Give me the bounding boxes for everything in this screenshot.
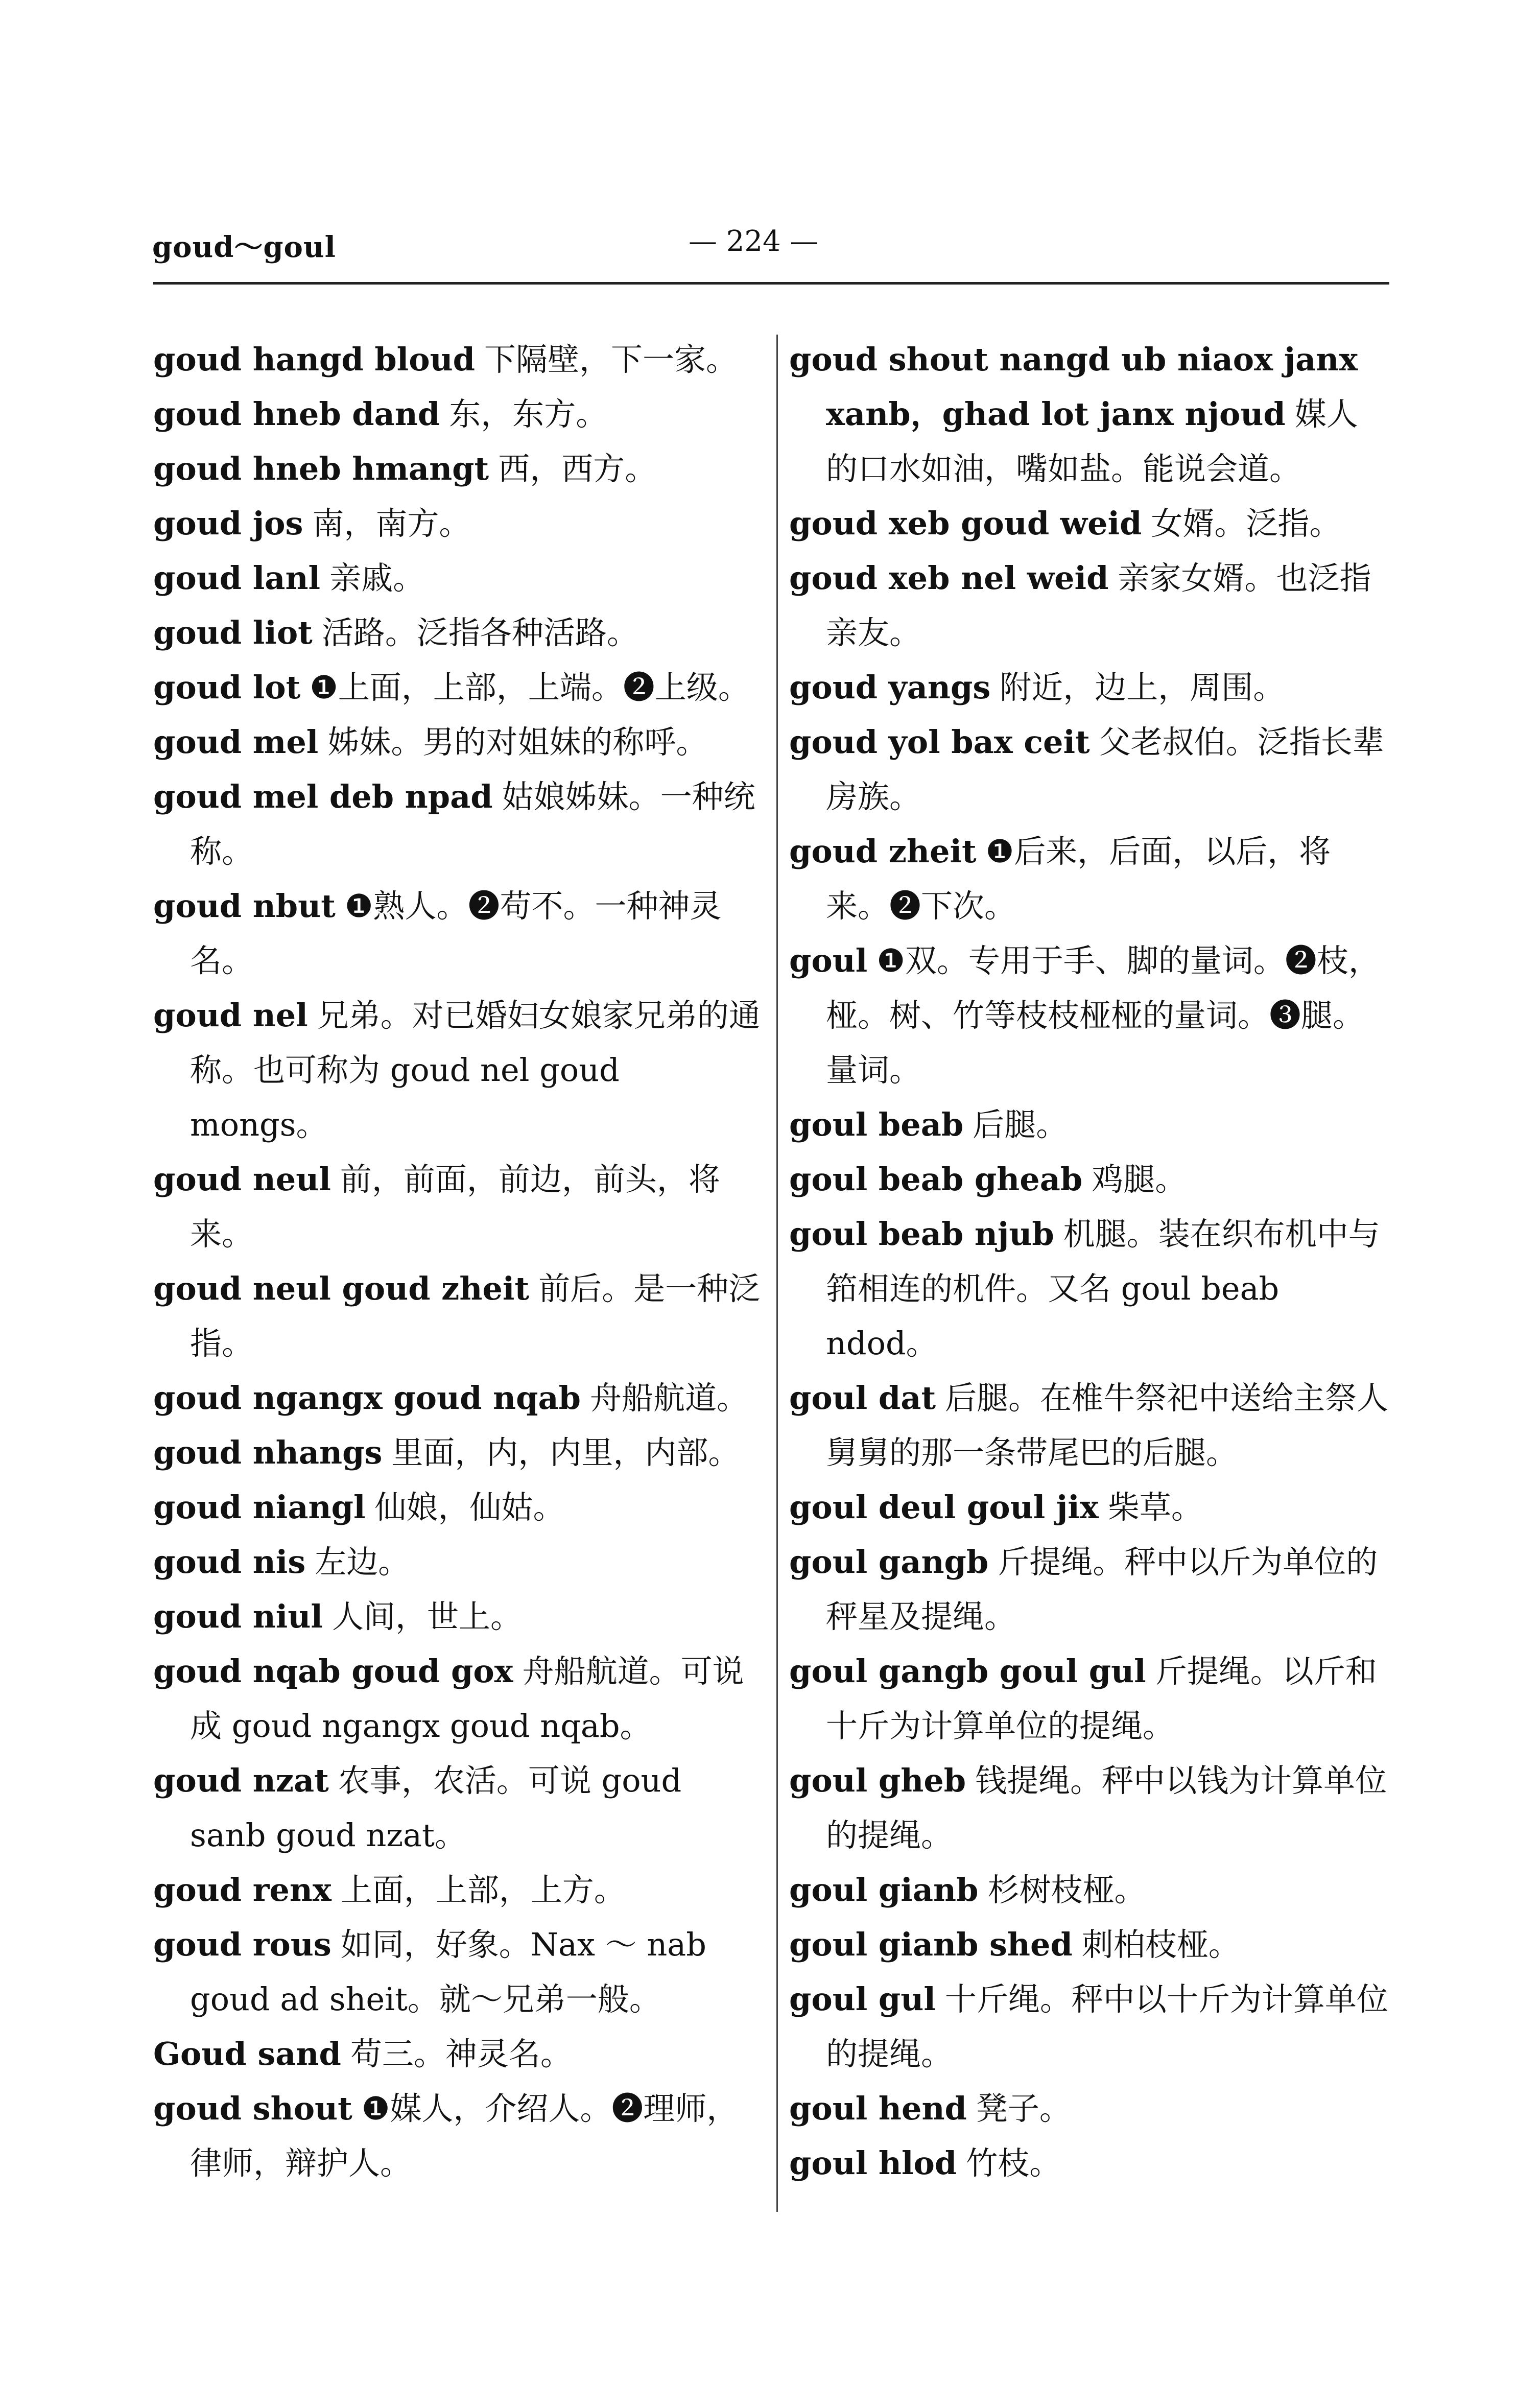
entry-headword: goul deul goul jix [789,1489,1099,1526]
dictionary-entry [789,1480,1389,1535]
entry-headword: goul gianb [789,1871,979,1908]
entry-definition: 附近，边上，周围。 [1000,669,1285,706]
dictionary-entry [789,1152,1389,1207]
entry-headword: goud xeb goud weid [789,505,1142,542]
entry-definition: 刺柏枝桠。 [1081,1926,1240,1963]
entry-definition: 舟船航道。可说成 goud ngangx goud nqab。 [190,1653,744,1744]
entry-definition: ❶熟人。❷苟不。一种神灵名。 [190,887,722,979]
entry-headword: goud rous [153,1926,331,1963]
dictionary-entry [789,715,1389,824]
entry-definition: 姊妹。男的对姐妹的称呼。 [327,723,708,761]
entry-headword: goud nbut [153,887,336,925]
running-head: goud～goul [152,230,336,264]
entry-headword: goud nzat [153,1762,329,1799]
entry-definition: 活路。泛指各种活路。 [321,614,638,651]
entry-definition: 杉树枝桠。 [987,1871,1146,1908]
entry-definition: 南，南方。 [312,505,471,542]
entry-headword: goud lanl [153,559,321,597]
entry-headword: goud mel deb npad [153,778,493,815]
entry-headword: goud liot [153,614,313,651]
dictionary-entry [153,1862,761,1917]
entry-headword: goul gangb [789,1543,989,1581]
dictionary-entry [789,1917,1389,1972]
dictionary-entry [789,551,1389,660]
entry-headword: goud neul [153,1161,331,1198]
entry-definition: 下隔壁，下一家。 [484,341,738,378]
entry-definition: 竹枝。 [966,2144,1061,2182]
dictionary-entry [153,551,761,605]
entry-definition: 姑娘姊妹。一种统称。 [190,778,755,870]
dictionary-entry [153,988,761,1152]
entry-definition: 左边。 [315,1543,410,1581]
dictionary-entry [789,332,1389,496]
entry-headword: goul beab [789,1106,964,1143]
dictionary-entry [153,1425,761,1480]
entry-headword: goud nel [153,997,308,1034]
entry-headword: goud nis [153,1543,306,1581]
entry-definition: 后腿。在椎牛祭祀中送给主祭人舅舅的那一条带尾巴的后腿。 [826,1379,1389,1471]
entry-definition: 苟三。神灵名。 [350,2035,572,2072]
entry-headword: goul hlod [789,2144,957,2182]
dictionary-entry [789,1371,1389,1480]
entry-definition: 十斤绳。秤中以十斤为计算单位的提绳。 [826,1980,1388,2072]
entry-definition: 兄弟。对已婚妇女娘家兄弟的通称。也可称为 goud nel goud mongs。 [190,997,761,1143]
entry-definition: 里面，内，内里，内部。 [391,1434,740,1471]
entry-headword: goul gul [789,1980,936,2018]
dictionary-entry [153,1152,761,1261]
dictionary-entry [153,605,761,660]
entry-headword: goud hneb dand [153,395,440,433]
entry-definition: 如同，好象。Nax ～ nab goud ad sheit。就～兄弟一般。 [190,1926,706,2018]
column-divider [776,335,778,2212]
dictionary-entry [153,2026,761,2081]
dictionary-entry [153,496,761,551]
entry-definition: 西，西方。 [498,450,657,487]
entry-definition: ❶双。专用于手、脚的量词。❷枝，桠。树、竹等枝枝桠桠的量词。❸腿。量词。 [826,942,1380,1089]
dictionary-entry [789,1207,1389,1371]
entry-definition: 凳子。 [976,2090,1071,2127]
entry-headword: goud zheit [789,833,977,870]
entry-definition: 东，东方。 [449,395,608,433]
entry-headword: goud yol bax ceit [789,723,1090,761]
entry-definition: 舟船航道。 [589,1379,748,1417]
dictionary-entry [153,1371,761,1425]
dictionary-entry [153,1480,761,1535]
entry-definition: ❶后来，后面，以后，将来。❷下次。 [826,833,1331,925]
dictionary-entry [789,1097,1389,1152]
entry-headword: goul dat [789,1379,936,1417]
entry-definition: 前后。是一种泛指。 [190,1270,761,1362]
dictionary-entry [789,1972,1389,2081]
entry-headword: goud nqab goud gox [153,1653,513,1690]
entry-headword: goul hend [789,2090,967,2127]
entry-headword: goud niul [153,1598,323,1635]
dictionary-entry [153,332,761,387]
entry-definition: 后腿。 [973,1106,1068,1143]
dictionary-entry [789,1862,1389,1917]
entry-definition: 柴草。 [1107,1489,1203,1526]
left-column [153,332,761,2190]
dictionary-entry [789,824,1389,933]
dictionary-entry [153,879,761,988]
entry-definition: 仙娘，仙姑。 [374,1489,565,1526]
entry-headword: goul gianb shed [789,1926,1073,1963]
entry-definition: 斤提绳。秤中以斤为单位的秤星及提绳。 [826,1543,1378,1635]
entry-headword: goud shout [153,2090,352,2127]
entry-definition: ❶媒人，介绍人。❷理师，律师，辩护人。 [190,2090,739,2182]
entry-headword: goud shout nangd ub niaox janx xanb，ghad lot janx njoud [789,341,1358,433]
dictionary-entry [153,441,761,496]
entry-headword: goul beab gheab [789,1161,1083,1198]
dictionary-entry [153,1753,761,1862]
entry-definition: 亲家女婿。也泛指亲友。 [826,559,1371,651]
entry-headword: goud hangd bloud [153,341,476,378]
entry-definition: ❶上面，上部，上端。❷上级。 [310,669,750,706]
dictionary-entry [789,1535,1389,1644]
entry-headword: goul gheb [789,1762,966,1799]
dictionary-entry [153,715,761,769]
dictionary-entry [153,660,761,715]
entry-headword: goul [789,942,868,979]
entry-headword: Goud sand [153,2035,341,2072]
entry-headword: goud xeb nel weid [789,559,1109,597]
entry-headword: goul gangb goul gul [789,1653,1146,1690]
entry-headword: goud niangl [153,1489,366,1526]
entry-definition: 鸡腿。 [1092,1161,1187,1198]
dictionary-entry [153,1917,761,2026]
entry-headword: goud renx [153,1871,331,1908]
entry-definition: 亲戚。 [329,559,425,597]
dictionary-entry [153,769,761,879]
dictionary-entry [789,2081,1389,2136]
dictionary-entry [789,1644,1389,1753]
entry-headword: goud jos [153,505,303,542]
dictionary-entry [789,1753,1389,1862]
dictionary-entry [153,1535,761,1589]
entry-definition: 前，前面，前边，前头，将来。 [190,1161,720,1253]
dictionary-entry [789,660,1389,715]
entry-definition: 上面，上部，上方。 [340,1871,626,1908]
entry-headword: goul beab njub [789,1215,1054,1253]
page-number: — 224 — [689,225,819,258]
entry-definition: 女婿。泛指。 [1151,505,1341,542]
entry-definition: 钱提绳。秤中以钱为计算单位的提绳。 [826,1762,1387,1854]
header-rule [153,282,1389,285]
entry-headword: goud lot [153,669,301,706]
dictionary-entry [153,2081,761,2190]
dictionary-entry [789,933,1389,1097]
entry-headword: goud mel [153,723,319,761]
entry-headword: goud hneb hmangt [153,450,489,487]
entry-definition: 媒人的口水如油，嘴如盐。能说会道。 [826,395,1358,487]
entry-definition: 父老叔伯。泛指长辈房族。 [826,723,1384,815]
dictionary-entry [153,387,761,441]
page-header [152,225,1388,281]
right-column [789,332,1389,2190]
entry-headword: goud neul goud zheit [153,1270,530,1307]
entry-definition: 斤提绳。以斤和十斤为计算单位的提绳。 [826,1653,1377,1744]
dictionary-entry [789,496,1389,551]
entry-headword: goud yangs [789,669,991,706]
entry-definition: 机腿。装在织布机中与筘相连的机件。又名 goul beab ndod。 [826,1215,1380,1362]
dictionary-entry [153,1589,761,1644]
entry-definition: 农事，农活。可说 goud sanb goud nzat。 [190,1762,682,1854]
dictionary-entry [153,1261,761,1371]
dictionary-entry [789,2136,1389,2190]
dictionary-entry [153,1644,761,1753]
entry-headword: goud nhangs [153,1434,383,1471]
entry-headword: goud ngangx goud nqab [153,1379,581,1417]
entry-definition: 人间，世上。 [331,1598,522,1635]
